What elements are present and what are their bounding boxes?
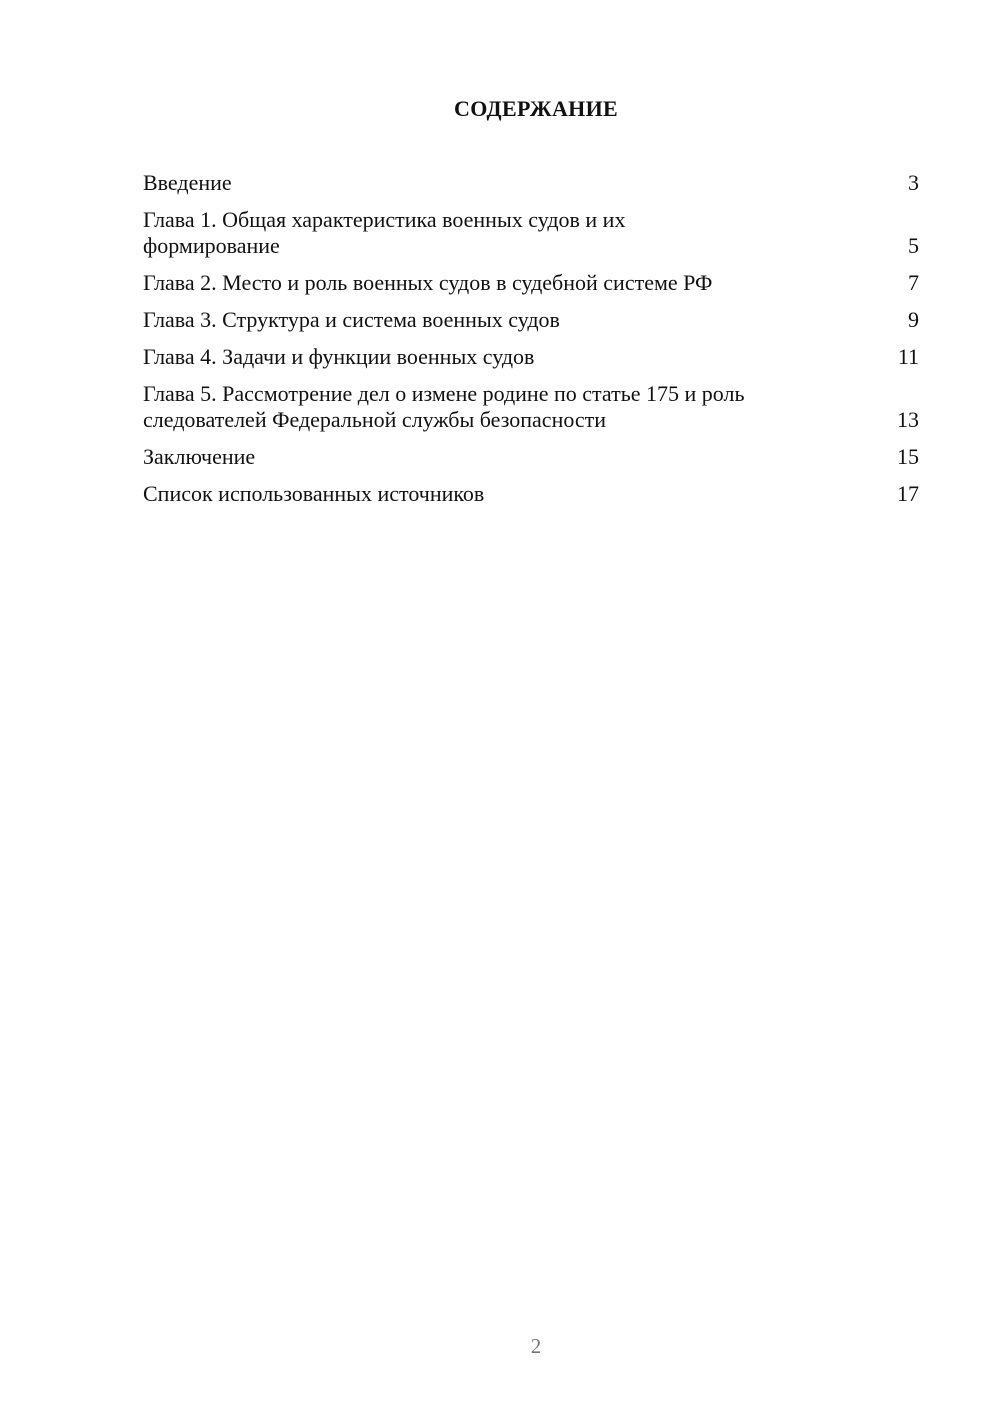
toc-entry-page: 13: [897, 407, 919, 432]
toc-entry-label: Введение: [143, 170, 232, 195]
toc-entry-conclusion[interactable]: [143, 444, 919, 470]
toc-entry-chapter-3[interactable]: [143, 307, 919, 333]
toc-entry-introduction[interactable]: [143, 170, 919, 196]
toc-entry-label: Глава 5. Рассмотрение дел о измене родине по статье 175 и роль следователей Федеральной службы безопасности: [143, 381, 745, 432]
toc-entry-page: 9: [908, 307, 919, 332]
toc-entry-chapter-5[interactable]: [143, 381, 919, 433]
toc-entry-chapter-2[interactable]: [143, 270, 919, 296]
toc-entry-chapter-1[interactable]: [143, 207, 919, 259]
toc-entry-label: Глава 4. Задачи и функции военных судов: [143, 344, 535, 369]
toc-entry-page: 7: [908, 270, 919, 295]
toc-title: СОДЕРЖАНИЕ: [454, 96, 618, 121]
toc-entry-label: Глава 3. Структура и система военных судов: [143, 307, 560, 332]
toc-entry-page: 15: [897, 444, 919, 469]
toc-entry-label: Глава 1. Общая характеристика военных судов и их формирование: [143, 207, 626, 258]
toc-entry-page: 5: [908, 233, 919, 258]
table-of-contents: [143, 170, 919, 518]
toc-entry-page: 3: [908, 170, 919, 195]
toc-entry-references[interactable]: [143, 481, 919, 507]
toc-entry-page: 11: [897, 344, 919, 369]
toc-entry-chapter-4[interactable]: [143, 344, 919, 370]
toc-entry-label: Список использованных источников: [143, 481, 485, 506]
toc-entry-label: Глава 2. Место и роль военных судов в судебной системе РФ: [143, 270, 713, 295]
toc-entry-page: 17: [897, 481, 919, 506]
toc-entry-label: Заключение: [143, 444, 256, 469]
page-number: 2: [530, 1334, 542, 1358]
